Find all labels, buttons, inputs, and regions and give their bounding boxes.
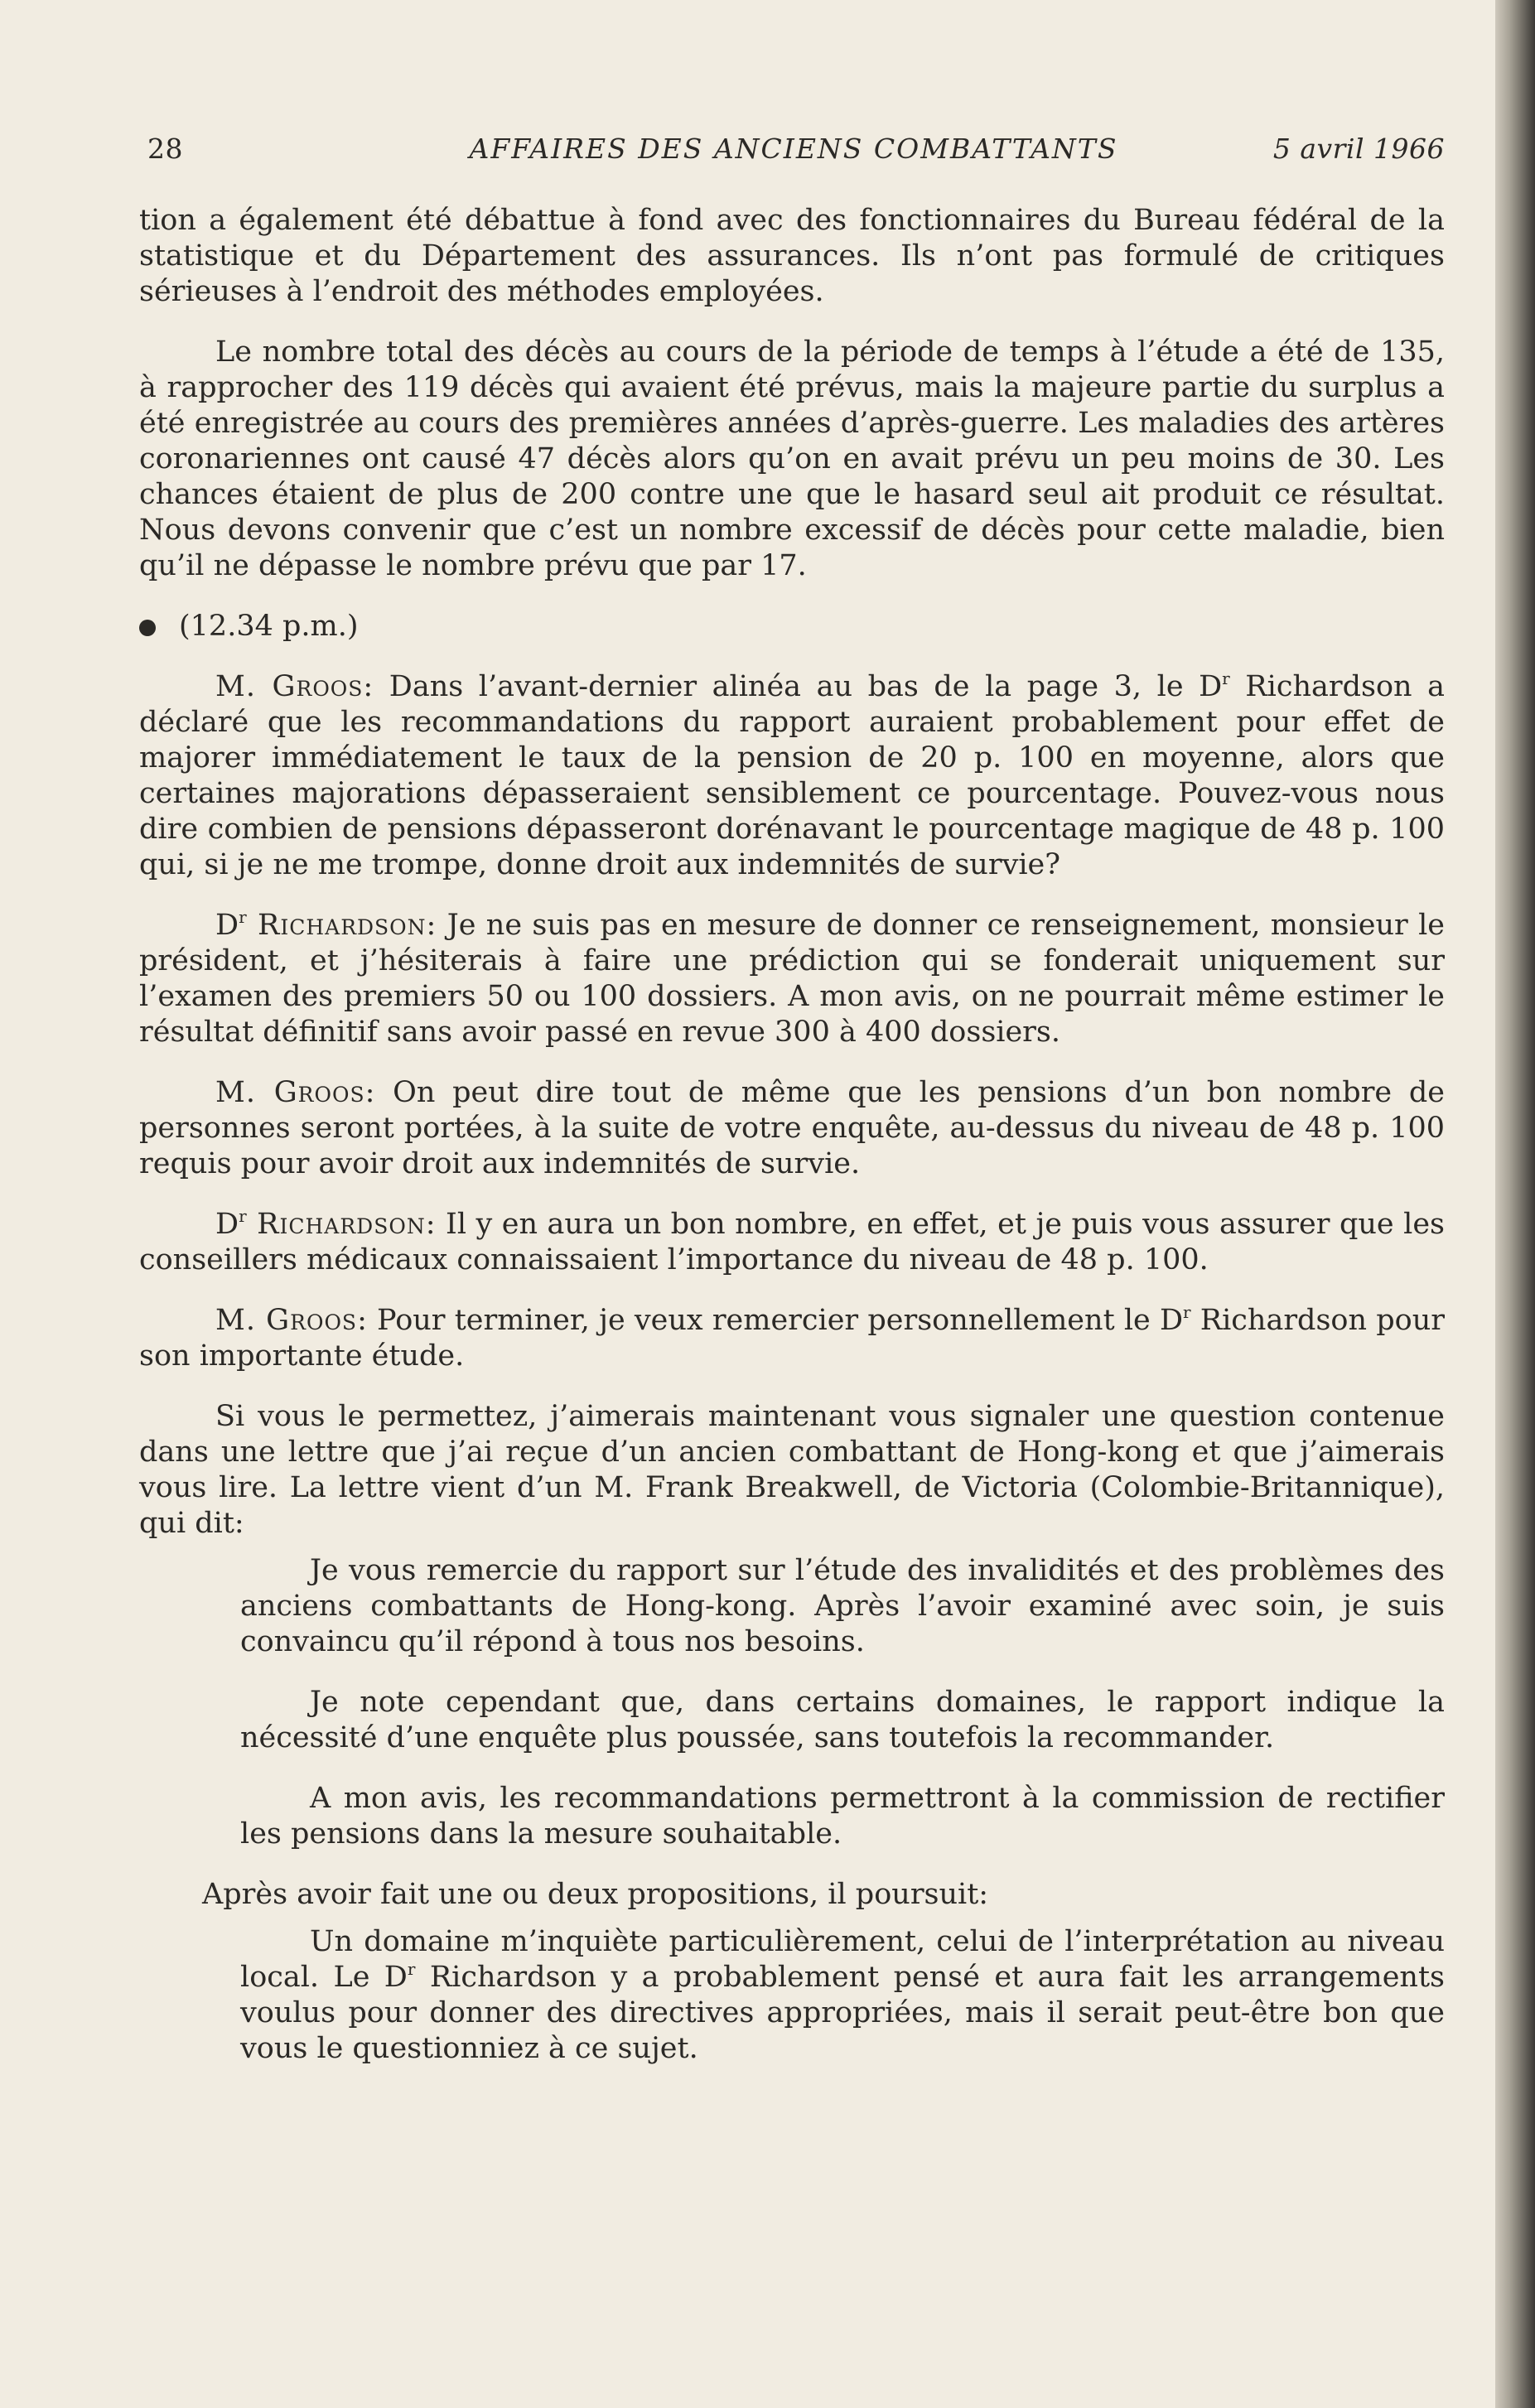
time-marker <box>139 609 1445 644</box>
paragraph-groos-followup <box>139 1075 1445 1182</box>
paragraph-deaths: Le nombre total des décès au cours de la période de temps à l’étude a été de 135, à rapprocher des 119 décès qui avaient été prévus, mais la majeure partie du surplus a été enregistrée au cours des premières années d’après-guerre. Les maladies des artères coronariennes ont causé 47 décès alors qu’on en avait prévu un peu moins de 30. Les chances étaient de plus de 200 contre une que le hasard seul ait produit ce résultat. Nous devons convenir que c’est un nombre excessif de décès pour cette maladie, bien qu’il ne dépasse le nombre prévu que par 17. <box>139 335 1445 582</box>
paragraph-richardson-reply <box>139 1207 1445 1278</box>
speech-text: Richardson pour son importante étude. <box>139 1304 1445 1373</box>
paragraph-letter-intro: Si vous le permettez, j’aimerais maintenant vous signaler une question contenue dans une lettre que j’ai reçue d’un ancien combattant de Hong-kong et que j’aimerais vous lire. La lettre vient d’un M. Frank Breakwell, de Victoria (Colombie-Britannique), qui dit: <box>139 1400 1445 1540</box>
letter-quote-1: Je vous remercie du rapport sur l’étude des invalidités et des problèmes des anciens combattants de Hong-kong. Après l’avoir examiné avec soin, je suis convaincu qu’il répond à tous nos besoins. <box>240 1554 1445 1658</box>
speech-text: Il y en aura un bon nombre, en effet, et je puis vous assurer que les conseillers médicaux connaissaient l’importance du niveau de 48 p. 100. <box>139 1208 1445 1276</box>
running-title: AFFAIRES DES ANCIENS COMBATTANTS <box>469 133 1118 165</box>
speaker-name: M. Groos: <box>215 670 374 703</box>
superscript: r <box>239 1206 247 1226</box>
paragraph-continuation: tion a également été débattue à fond avec des fonctionnaires du Bureau fédéral de la statistique et du Département des assurances. Ils n’ont pas formulé de critiques sérieuses à l’endroit des méthodes employées. <box>139 204 1445 308</box>
speech-text: Richardson a déclaré que les recommandations du rapport auraient probablement pour effet de majorer immédiatement le taux de la pension de 20 p. 100 en moyenne, alors que certaines majorations dépasseraient sensiblement ce pourcentage. Pouvez-vous nous dire combien de pensions dépasseront dorénavant le pourcentage magique de 48 p. 100 qui, si je ne me trompe, donne droit aux indemnités de survie? <box>139 670 1446 881</box>
quote-text: Un domaine m’inquiète particulièrement, celui de l’interprétation au niveau local. Le D <box>240 1925 1445 1994</box>
speaker-name: M. Groos: <box>215 1076 376 1109</box>
paragraph-groos-question <box>139 669 1445 883</box>
body-text <box>139 203 1445 2092</box>
running-header <box>142 133 1445 171</box>
speaker-name: Richardson: <box>246 909 437 942</box>
speech-text: Pour terminer, je veux remercier personnellement le D <box>367 1304 1183 1337</box>
speaker-name: Richardson: <box>246 1208 437 1241</box>
speech-text: On peut dire tout de même que les pensions d’un bon nombre de personnes seront portées, à la suite de votre enquête, au-dessus du niveau de 48 p. 100 requis pour avoir droit aux indemnités de survie. <box>139 1076 1445 1180</box>
superscript: r <box>239 907 247 927</box>
speech-text: Je ne suis pas en mesure de donner ce renseignement, monsieur le président, et j’hésiterais à faire une prédiction qui se fonderait uniquement sur l’examen des premiers 50 ou 100 dossiers. A mon avis, on ne pourrait même estimer le résultat définitif sans avoir passé en revue 300 à 400 dossiers. <box>139 909 1445 1049</box>
bullet-icon <box>139 620 156 636</box>
superscript: r <box>1222 668 1230 688</box>
speech-text: Dans l’avant-dernier alinéa au bas de la page 3, le D <box>374 670 1223 703</box>
letter-quote-3: A mon avis, les recommandations permettront à la commission de rectifier les pensions dans la mesure souhaitable. <box>240 1782 1445 1851</box>
title-prefix: D <box>215 1208 239 1241</box>
page-binding-edge <box>1495 0 1535 2408</box>
page-number: 28 <box>147 133 183 165</box>
letter-quote-2: Je note cependant que, dans certains domaines, le rapport indique la nécessité d’une enquête plus poussée, sans toutefois la recommander. <box>240 1686 1445 1754</box>
paragraph-groos-thanks <box>139 1303 1445 1374</box>
time-marker-text: (12.34 p.m.) <box>179 610 359 643</box>
title-prefix: D <box>215 909 239 942</box>
superscript: r <box>1183 1302 1191 1322</box>
speaker-name: M. Groos: <box>215 1304 368 1337</box>
letter-quote-4 <box>139 1924 1445 2067</box>
superscript: r <box>407 1959 416 1979</box>
quote-text: Richardson y a probablement pensé et aura fait les arrangements voulus pour donner des directives appropriées, mais il serait peut-être bon que vous le questionniez à ce sujet. <box>240 1961 1445 2065</box>
paragraph-richardson-answer <box>139 908 1445 1050</box>
paragraph-continues: Après avoir fait une ou deux propositions, il poursuit: <box>202 1878 989 1911</box>
header-date: 5 avril 1966 <box>1272 133 1445 165</box>
